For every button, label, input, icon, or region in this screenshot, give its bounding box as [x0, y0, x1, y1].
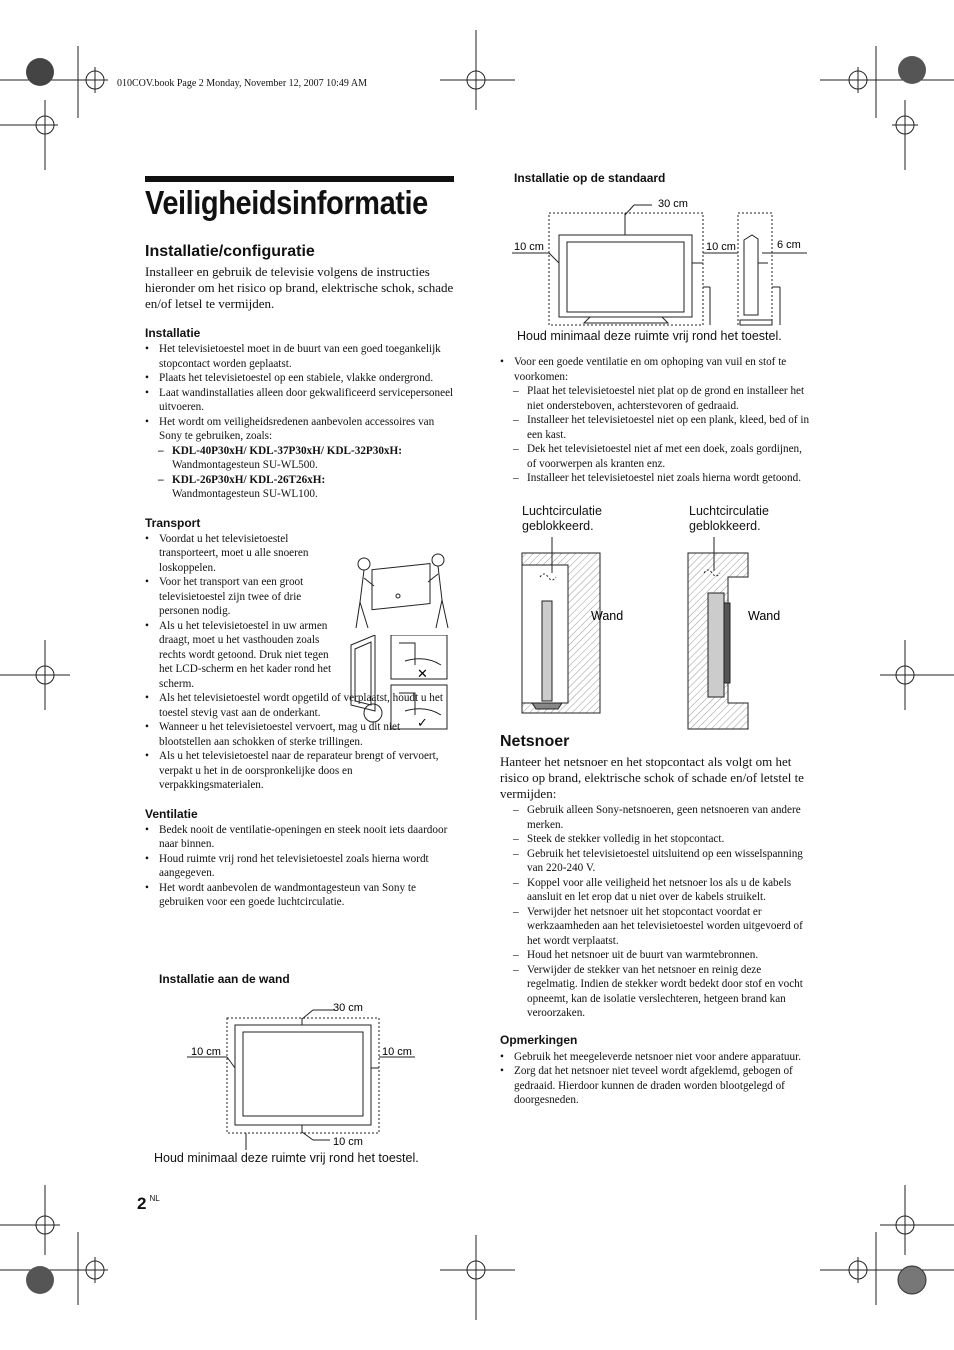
label-line: Luchtcirculatie: [522, 504, 602, 518]
list-item: – Steek de stekker volledig in het stopcontact.: [513, 832, 810, 847]
list-item: • Het wordt aanbevolen de wandmontagesteun van Sony te gebruiken voor een goede luchtcirculatie.: [145, 881, 455, 910]
list-item: – Dek het televisietoestel niet af met een doek, zoals gordijnen, of voorwerpen als kranten enz.: [513, 442, 810, 471]
blocked-label-left: [522, 504, 602, 534]
wrong-mark: ✕: [417, 667, 428, 682]
label-line: geblokkeerd.: [689, 519, 761, 533]
list-item: • Plaats het televisietoestel op een stabiele, vlakke ondergrond.: [145, 371, 455, 386]
stand-top-label: 30 cm: [658, 198, 688, 210]
model-item: [158, 473, 455, 502]
file-header: 010COV.book Page 2 Monday, November 12, 2007 10:49 AM: [117, 78, 367, 89]
model-part: Wandmontagesteun SU-WL500.: [172, 459, 318, 471]
stand-left-label: 10 cm: [514, 241, 544, 253]
blocked-circulation-diagram: [518, 533, 804, 733]
stand-fig-heading: Installatie op de standaard: [514, 171, 666, 185]
model-item: [158, 444, 455, 473]
model-name: KDL-26P30xH/ KDL-26T26xH:: [172, 473, 326, 486]
wall-right-label: 10 cm: [382, 1046, 412, 1058]
intro-text: Installeer en gebruik de televisie volgens de instructies hieronder om het risico op brand, elektrische schok, schade en/of letsel te vermijden.: [145, 264, 454, 311]
list-item: • Zorg dat het netsnoer niet teveel wordt afgeklemd, gebogen of gedraaid. Hierdoor kunnen de draden worden blootgelegd of doorgesneden.: [500, 1064, 810, 1108]
wall-fig-caption: Houd minimaal deze ruimte vrij rond het toestel.: [154, 1151, 419, 1165]
page-number-value: 2: [137, 1194, 147, 1213]
list-item: • Bedek nooit de ventilatie-openingen en steek nooit iets daardoor naar binnen.: [145, 823, 455, 852]
list-item: • Voordat u het televisietoestel transporteert, moet u alle snoeren loskoppelen.: [145, 532, 337, 576]
list-item: – Koppel voor alle veiligheid het netsnoer los als u de kabels aansluit en let erop dat u niet over de kabels struikelt.: [513, 876, 810, 905]
language-code: NL: [149, 1194, 160, 1203]
stand-right-label: 10 cm: [706, 241, 736, 253]
blocked-label-right: [689, 504, 769, 534]
page-title: Veiligheidsinformatie: [145, 184, 428, 221]
vent-block: [500, 355, 810, 486]
vent-sub-list: [513, 384, 810, 486]
label-line: geblokkeerd.: [522, 519, 594, 533]
list-item: • Voor een goede ventilatie en om ophoping van vuil en stof te voorkomen:: [500, 355, 810, 384]
list-item: – Gebruik het televisietoestel uitsluitend op een wisselspanning van 220-240 V.: [513, 847, 810, 876]
list-item: • Laat wandinstallaties alleen door gekwalificeerd servicepersoneel uitvoeren.: [145, 386, 455, 415]
list-item: • Voor het transport van een groot televisietoestel zijn twee of drie personen nodig.: [145, 575, 337, 619]
list-item: – Plaat het televisietoestel niet plat op de grond en installeer het niet ondersteboven, achterstevoren of gedraaid.: [513, 384, 810, 413]
heading-opmerkingen: Opmerkingen: [500, 1032, 578, 1047]
section-title-installatie: Installatie/configuratie: [145, 243, 315, 260]
model-part: Wandmontagesteun SU-WL100.: [172, 488, 318, 500]
list-item: • Gebruik het meegeleverde netsnoer niet voor andere apparatuur.: [500, 1050, 810, 1065]
list-item: – Installeer het televisietoestel niet zoals hierna wordt getoond.: [513, 471, 810, 486]
netsnoer-list: [513, 803, 810, 1021]
wall-label-right: Wand: [748, 609, 781, 623]
model-name: KDL-40P30xH/ KDL-37P30xH/ KDL-32P30xH:: [172, 444, 402, 457]
heading-wall-installation: [159, 972, 290, 986]
opmerkingen-list: [500, 1050, 810, 1108]
netsnoer-intro: Hanteer het netsnoer en het stopcontact als volgt om het risico op brand, elektrische schok of schade en/of letstel te vermijden:: [500, 754, 804, 801]
page-number: [137, 1194, 160, 1214]
stand-fig-caption: Houd minimaal deze ruimte vrij rond het toestel.: [517, 329, 782, 343]
wall-top-label: 30 cm: [333, 1002, 363, 1014]
heading-installatie: Installatie: [145, 326, 201, 340]
list-item: – Houd het netsnoer uit de buurt van warmtebronnen.: [513, 948, 810, 963]
heading-transport: Transport: [145, 515, 201, 530]
list-item: • Als u het televisietoestel naar de reparateur brengt of vervoert, verpakt u het in de oorspronkelijke doos en verpakkingsmaterialen.: [145, 749, 455, 793]
heading-stand-installation: [514, 171, 665, 185]
list-ventilatie: [145, 823, 455, 910]
netsnoer-section: [500, 733, 810, 1108]
vent-bullet-list: [500, 355, 810, 384]
stand-clearance-diagram: [512, 195, 812, 330]
wall-bottom-label: 10 cm: [333, 1136, 363, 1148]
correct-mark: ✓: [417, 716, 428, 730]
list-models: [158, 444, 455, 502]
wall-fig-heading: Installatie aan de wand: [159, 972, 290, 986]
carry-tv-illustration: [350, 552, 452, 630]
list-item: – Installeer het televisietoestel niet op een plank, kleed, bed of in een kast.: [513, 413, 810, 442]
list-item: – Gebruik alleen Sony-netsnoeren, geen netsnoeren van andere merken.: [513, 803, 810, 832]
label-line: Luchtcirculatie: [689, 504, 769, 518]
wall-label-left: Wand: [591, 609, 624, 623]
heading-netsnoer: Netsnoer: [500, 733, 570, 750]
list-item: – Verwijder het netsnoer uit het stopcontact voordat er werkzaamheden aan het televisietoestel worden uitgevoerd of het wordt verplaatst.: [513, 905, 810, 949]
stand-side-label: 6 cm: [777, 239, 801, 251]
list-item: • Het wordt om veiligheidsredenen aanbevolen accessoires van Sony te gebruiken, zoals:: [145, 415, 455, 444]
list-installatie: [145, 342, 455, 444]
wall-clearance-diagram: [185, 995, 435, 1150]
heading-ventilatie: Ventilatie: [145, 806, 198, 821]
hold-tv-illustration: [345, 635, 450, 730]
list-item: • Houd ruimte vrij rond het televisietoestel zoals hierna wordt aangegeven.: [145, 852, 455, 881]
list-item: • Als u het televisietoestel in uw armen draagt, moet u het vasthouden zoals rechts wordt getoond. Druk niet tegen het LCD-scherm en het kader rond het scherm.: [145, 619, 337, 692]
list-item: • Het televisietoestel moet in de buurt van een goed toegankelijk stopcontact worden geplaatst.: [145, 342, 455, 371]
list-item: • Als het televisietoestel wordt opgetild of verplaatst, houdt u het toestel stevig vast aan de onderkant.: [145, 691, 455, 720]
list-item: – Verwijder de stekker van het netsnoer en reinig deze regelmatig. Indien de stekker wordt bedekt door stof en vocht opneemt, kan de isolatie verslechteren, hetgeen brand kan veroorzaken.: [513, 963, 810, 1021]
list-item: • Wanneer u het televisietoestel vervoert, mag u dit niet blootstellen aan schokken of sterke trillingen.: [145, 720, 455, 749]
wall-left-label: 10 cm: [191, 1046, 221, 1058]
title-rule: [145, 176, 454, 182]
